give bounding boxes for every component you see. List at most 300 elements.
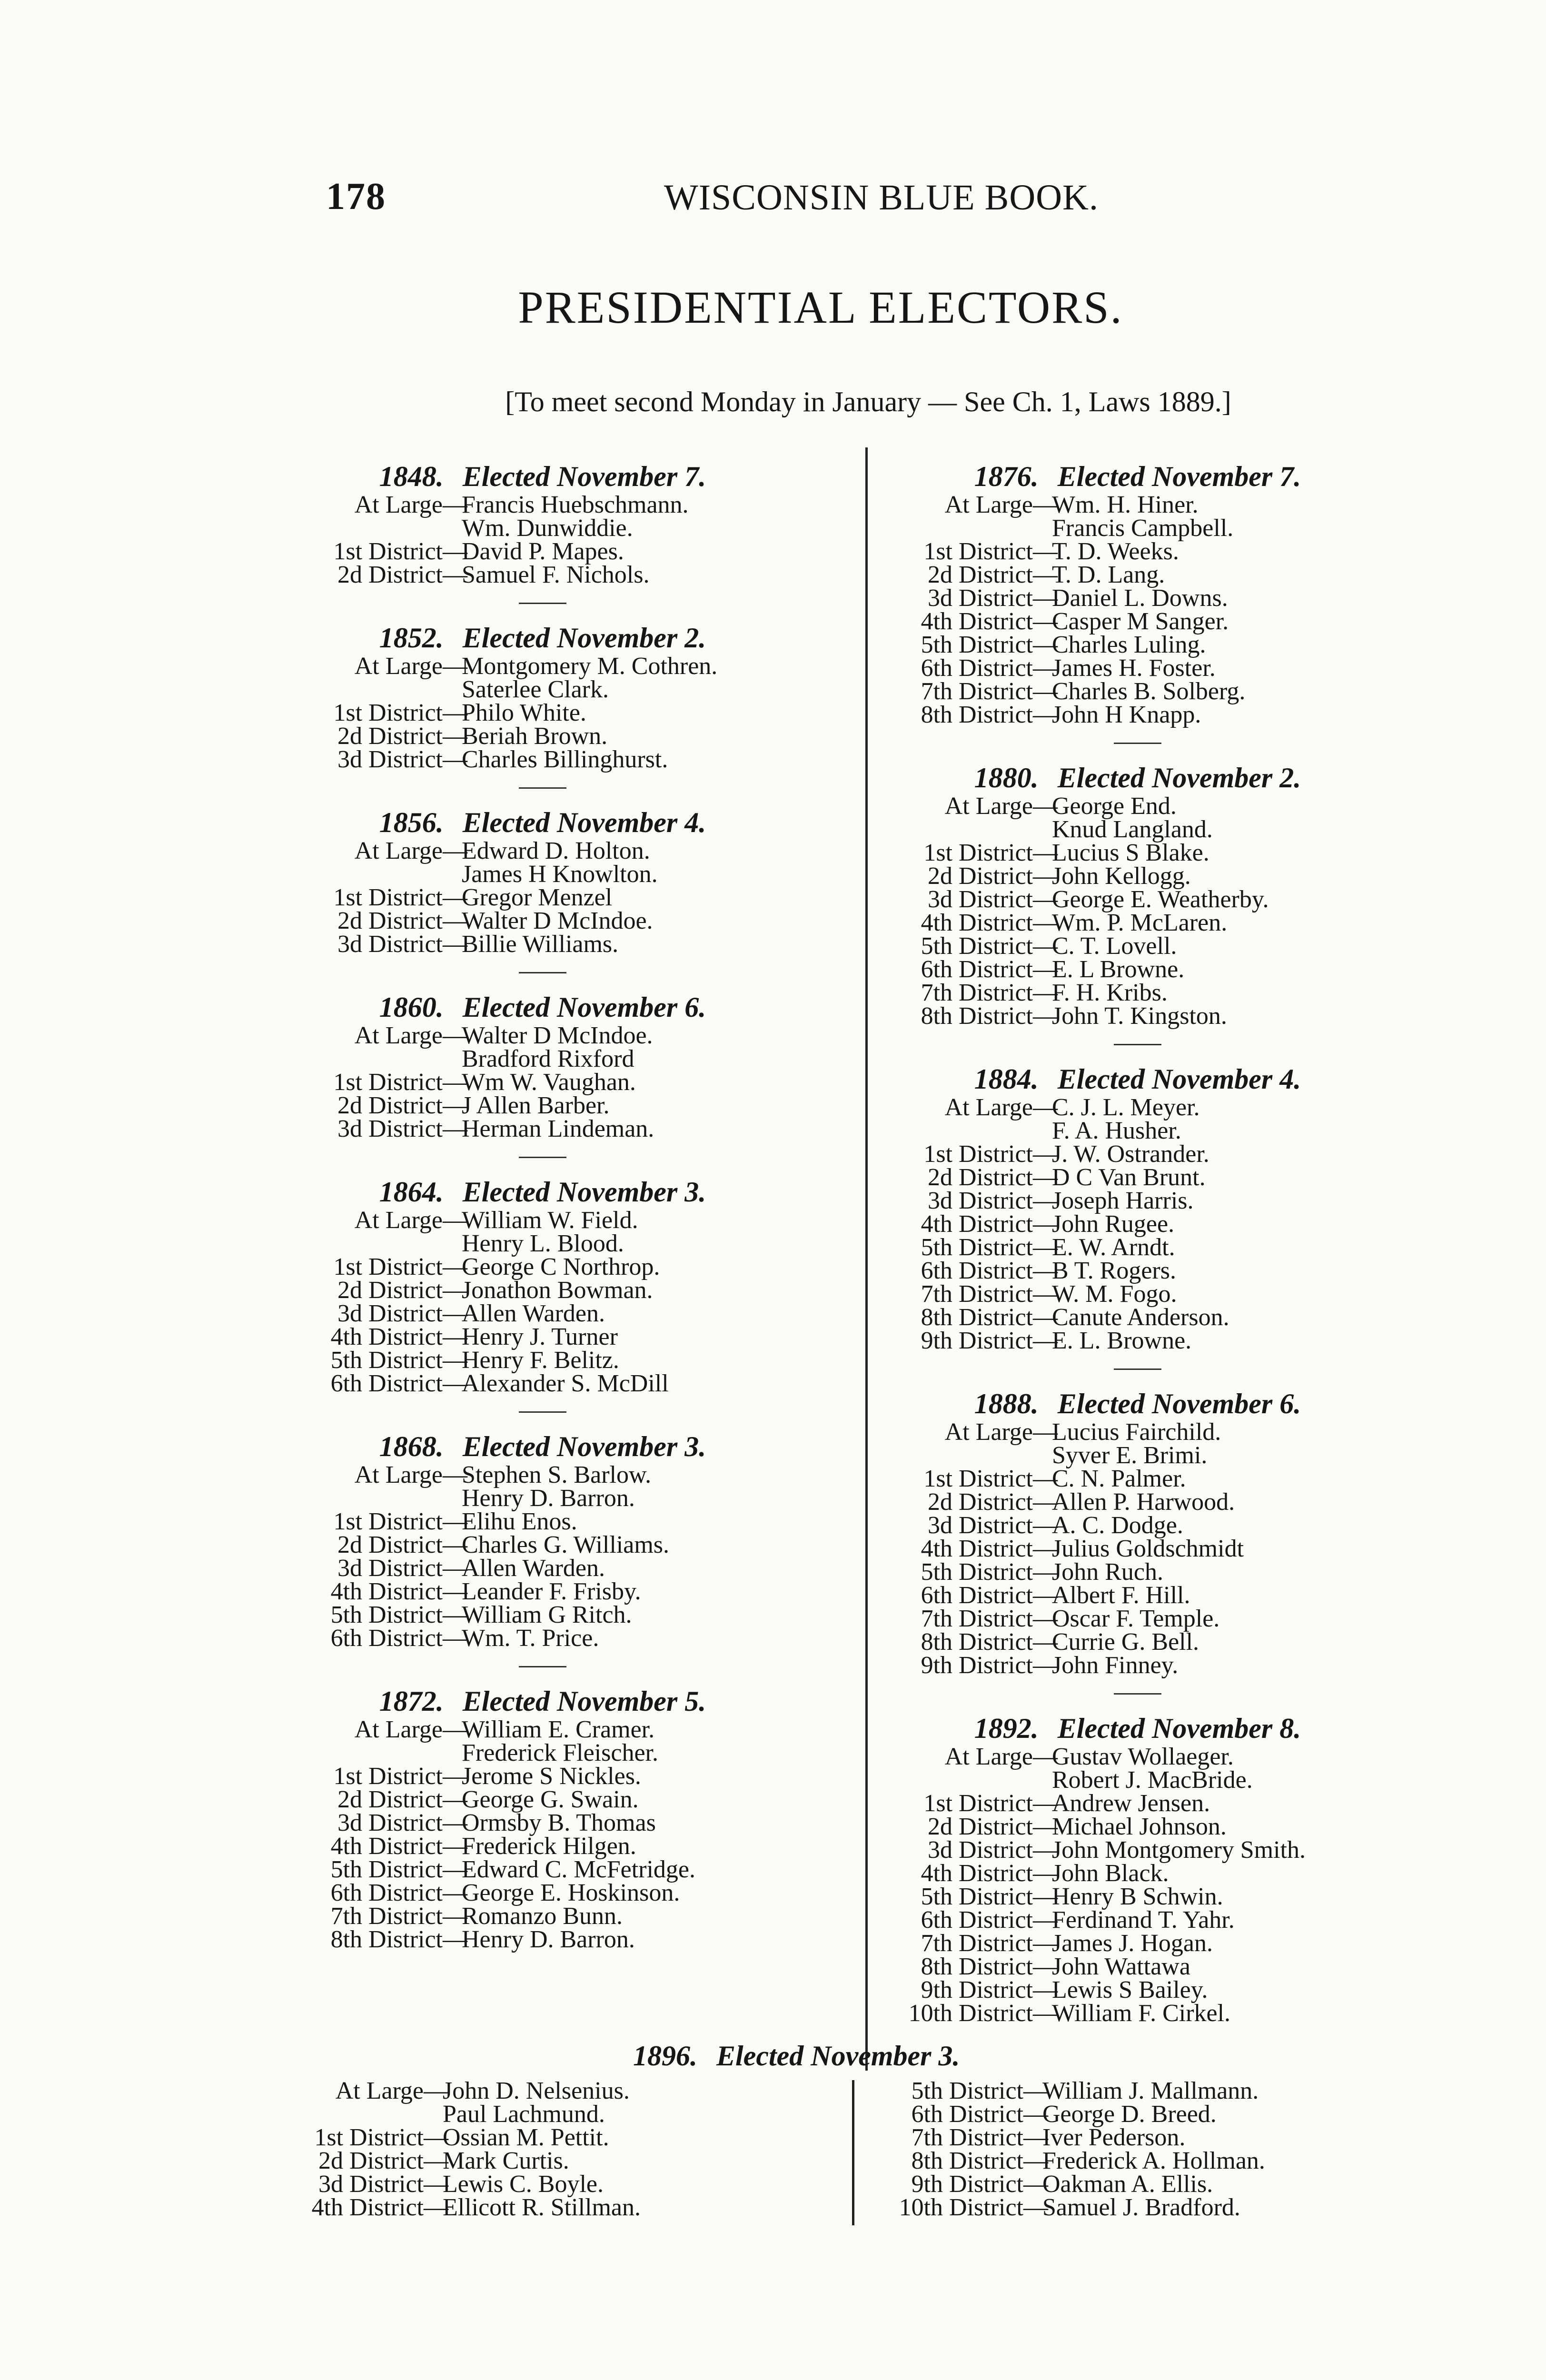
district-label: 1st District [333,699,443,726]
elector-row [876,1096,1399,1119]
elector-row [876,888,1399,911]
district-label: 4th District [921,608,1033,635]
elector-name: Frederick Fleischer. [462,1739,658,1766]
elector-name: Ferdinand T. Yahr. [1052,1906,1235,1934]
district-label: 3d District [337,1300,443,1327]
dash-separator: — [443,1347,467,1374]
elector-name: E. L. Browne. [1052,1327,1192,1354]
dash-separator: — [1033,1140,1058,1168]
elector-row [286,1024,800,1047]
elector-name: Herman Lindeman. [462,1115,654,1142]
district-label: 1st District [333,1069,443,1096]
dash-separator: — [1033,491,1058,518]
dash-separator: — [424,2077,448,2104]
dash-separator: — [443,1323,467,1350]
elector-name: John Black. [1052,1860,1169,1887]
elector-row [286,540,800,563]
elector-row [286,1603,800,1626]
elector-row [876,1630,1399,1654]
district-label [286,863,443,886]
elector-name: Joseph Harris. [1052,1187,1194,1214]
district-label [286,1047,443,1071]
dash-separator: — [443,723,467,750]
running-title: WISCONSIN BLUE BOOK. [664,178,1099,218]
section-elected: Elected November 3. [462,1176,706,1208]
elector-name: Syver E. Brimi. [1052,1442,1208,1469]
dash-separator: — [1033,1976,1058,2003]
elector-name: Wm. P. McLaren. [1052,909,1228,936]
district-label: 4th District [330,1833,443,1860]
elector-row [286,1209,800,1232]
elector-row [866,2172,1390,2196]
district-label: 7th District [330,1903,443,1930]
elector-name: Knud Langland. [1052,816,1213,843]
elector-row [876,1119,1399,1142]
district-label [286,1487,443,1510]
district-label: 2d District [928,1813,1033,1840]
district-label: 8th District [330,1926,443,1953]
district-label: 6th District [330,1625,443,1652]
section-elected: Elected November 3. [716,2040,960,2072]
elector-row [286,563,800,586]
district-label: 6th District [330,1370,443,1397]
dash-separator: — [1023,2171,1048,2198]
district-label: At Large [354,1716,443,1743]
elector-name: Robert J. MacBride. [1052,1766,1253,1794]
district-label: 2d District [337,561,443,588]
district-label: At Large [354,1207,443,1234]
page-subtitle: [To meet second Monday in January — See Ch. 1, Laws 1889.] [505,386,1231,417]
dash-separator: — [443,1115,467,1142]
district-label: 10th District [899,2194,1023,2221]
elector-name: William F. Cirkel. [1052,2000,1231,2027]
section-heading [286,991,800,1024]
elector-row [876,1490,1399,1514]
elector-row [286,1349,800,1372]
elector-name: Frederick A. Hollman. [1042,2147,1265,2174]
district-label: 9th District [921,1327,1033,1354]
elector-row [286,1325,800,1349]
elector-name: E. L Browne. [1052,956,1185,983]
dash-separator [443,678,462,701]
elector-row [286,701,800,724]
elector-row [876,1584,1399,1607]
district-label: 2d District [337,1277,443,1304]
elector-name: Lucius Fairchild. [1052,1418,1221,1446]
section-year: 1868. [379,1431,444,1462]
elector-row [286,1718,800,1741]
dash-separator: — [443,653,467,680]
district-label: 9th District [911,2171,1023,2198]
section-elected: Elected November 6. [1057,1388,1301,1419]
district-label: 6th District [921,1257,1033,1284]
elector-row [876,680,1399,703]
elector-name: Francis Huebschmann. [462,491,689,518]
elector-row [876,1004,1399,1028]
dash-separator: — [443,1903,467,1930]
district-label: 10th District [908,2000,1033,2027]
district-label: 2d District [337,1786,443,1813]
elector-row [286,1279,800,1302]
elector-name: Alexander S. McDill [462,1370,669,1397]
district-label: 3d District [928,585,1033,612]
district-label [286,1232,443,1255]
elector-row [876,841,1399,864]
elector-name: Walter D McIndoe. [462,1022,653,1049]
section-rule [519,603,566,604]
elector-name: Daniel L. Downs. [1052,585,1228,612]
elector-name: Mark Curtis. [443,2147,569,2174]
elector-name: Allen Warden. [462,1555,605,1582]
district-label: 1st District [923,1465,1033,1492]
district-label: 4th District [330,1578,443,1605]
dash-separator: — [443,746,467,773]
elector-name: John Ruch. [1052,1558,1163,1586]
elector-row [876,1607,1399,1630]
elector-row [876,1537,1399,1560]
district-label: 2d District [337,723,443,750]
section-heading [286,806,800,839]
page-number: 178 [326,176,386,218]
dash-separator: — [1033,2000,1058,2027]
district-label: 2d District [928,863,1033,890]
dash-separator: — [1033,1930,1058,1957]
elector-name: John Montgomery Smith. [1052,1836,1306,1864]
section-rule [1114,1044,1161,1045]
elector-name: Allen P. Harwood. [1052,1488,1235,1516]
dash-separator: — [443,1926,467,1953]
dash-separator: — [1033,1465,1058,1492]
elector-name: George G. Swain. [462,1786,639,1813]
elector-name: Henry J. Turner [462,1323,618,1350]
district-label: At Large [335,2077,424,2104]
district-label: 5th District [921,932,1033,960]
dash-separator: — [443,1763,467,1790]
district-label [286,516,443,540]
elector-name: W. M. Fogo. [1052,1280,1177,1308]
district-label: 2d District [928,561,1033,588]
elector-row [876,540,1399,563]
elector-row [876,1768,1399,1792]
section-rule [519,1666,566,1667]
section-year: 1872. [379,1686,444,1717]
dash-separator [443,863,462,886]
elector-name: Charles B. Solberg. [1052,678,1246,705]
section-year: 1896. [633,2040,697,2072]
elector-row [286,1626,800,1650]
district-label: 3d District [337,746,443,773]
elector-name: Lucius S Blake. [1052,839,1209,866]
dash-separator [443,1741,462,1765]
elector-row [876,1142,1399,1166]
dash-separator: — [1033,654,1058,682]
section-year: 1884. [974,1063,1039,1095]
elector-name: James J. Hogan. [1052,1930,1213,1957]
section-heading [286,460,800,493]
elector-name: Walter D McIndoe. [462,907,653,934]
district-label [876,1768,1033,1792]
elector-row [267,2149,790,2172]
dash-separator: — [1033,839,1058,866]
dash-separator: — [443,1786,467,1813]
district-label: 3d District [337,1115,443,1142]
elector-row [866,2126,1390,2149]
elector-name: Beriah Brown. [462,723,608,750]
elector-name: Bradford Rixford [462,1045,634,1072]
dash-separator: — [1033,1164,1058,1191]
section-heading [876,1712,1399,1745]
section-elected: Elected November 2. [1057,762,1301,793]
dash-separator: — [424,2147,448,2174]
elector-name: Casper M Sanger. [1052,608,1229,635]
dash-separator: — [1033,1327,1058,1354]
dash-separator: — [1033,932,1058,960]
elector-row [286,1788,800,1811]
elector-row [876,1467,1399,1490]
column-divider [865,447,868,2071]
elector-row [267,2079,790,2102]
dash-separator: — [1033,863,1058,890]
dash-separator: — [1033,1488,1058,1516]
elector-name: Ossian M. Pettit. [443,2124,609,2151]
elector-name: Ormsby B. Thomas [462,1809,656,1836]
elector-row [267,2126,790,2149]
dash-separator: — [1033,1234,1058,1261]
elector-row [866,2196,1390,2219]
dash-separator: — [1033,1418,1058,1446]
elector-row [876,1885,1399,1908]
district-label: 4th District [921,1535,1033,1562]
elector-name: Wm. T. Price. [462,1625,599,1652]
elector-row [876,1838,1399,1862]
elector-row [286,1928,800,1951]
section-heading [286,621,800,654]
elector-row [876,1654,1399,1677]
dash-separator: — [424,2171,448,2198]
district-label: At Large [944,793,1033,820]
elector-name: F. A. Husher. [1052,1117,1181,1144]
dash-separator: — [1033,585,1058,612]
elector-name: Jonathon Bowman. [462,1277,653,1304]
district-label: 2d District [337,1092,443,1119]
dash-separator: — [1033,561,1058,588]
district-label: 3d District [928,886,1033,913]
district-label: 7th District [911,2124,1023,2151]
district-label: 7th District [921,1930,1033,1957]
district-label: 5th District [921,631,1033,658]
elector-row [876,1259,1399,1282]
district-label: At Large [354,1022,443,1049]
dash-separator [443,1232,462,1255]
elector-row [876,1978,1399,2002]
elector-name: C. N. Palmer. [1052,1465,1186,1492]
elector-row [286,839,800,863]
dash-separator [424,2102,443,2126]
elector-name: Wm. H. Hiner. [1052,491,1199,518]
section-year: 1880. [974,762,1039,793]
elector-row [876,1908,1399,1932]
dash-separator: — [443,1092,467,1119]
dash-separator: — [443,491,467,518]
elector-row [286,1232,800,1255]
section-heading [286,1430,800,1463]
district-label: 1st District [314,2124,424,2151]
elector-row [876,516,1399,540]
elector-name: George End. [1052,793,1177,820]
section-year: 1848. [379,461,444,492]
district-label: 8th District [921,701,1033,728]
elector-row [286,1741,800,1765]
district-label [286,1741,443,1765]
elector-name: Charles Luling. [1052,631,1206,658]
dash-separator: — [443,1370,467,1397]
elector-row [286,1904,800,1928]
elector-row [286,1557,800,1580]
elector-row [876,656,1399,680]
elector-name: A. C. Dodge. [1052,1512,1183,1539]
section-rule [519,1157,566,1158]
district-label: 8th District [921,1628,1033,1656]
district-label: 2d District [318,2147,424,2174]
dash-separator: — [1033,1883,1058,1910]
elector-row [876,934,1399,958]
district-label: 5th District [330,1347,443,1374]
elector-name: Ellicott R. Stillman. [443,2194,641,2221]
elector-name: John Kellogg. [1052,863,1191,890]
district-label: 7th District [921,678,1033,705]
district-label: At Large [354,837,443,864]
district-label: 7th District [921,1280,1033,1308]
district-label [876,818,1033,841]
section-elected: Elected November 4. [462,807,706,838]
elector-row [876,563,1399,586]
elector-row [866,2102,1390,2126]
dash-separator: — [1033,1790,1058,1817]
left-column [286,443,800,1951]
section-year: 1876. [974,461,1039,492]
elector-row [876,1560,1399,1584]
elector-row [286,1858,800,1881]
dash-separator: — [1033,793,1058,820]
elector-row [286,493,800,516]
dash-separator: — [1033,701,1058,728]
elector-name: C. J. L. Meyer. [1052,1094,1200,1121]
section-elected: Elected November 7. [1057,461,1301,492]
district-label: 4th District [311,2194,424,2221]
dash-separator: — [1033,979,1058,1006]
elector-name: William G Ritch. [462,1601,632,1628]
elector-name: Iver Pederson. [1042,2124,1186,2151]
elector-name: Michael Johnson. [1052,1813,1227,1840]
section-1896-left [267,2079,790,2219]
dash-separator: — [443,1601,467,1628]
district-label: 6th District [330,1879,443,1906]
elector-name: Montgomery M. Cothren. [462,653,718,680]
district-label: At Large [944,491,1033,518]
elector-name: William J. Mallmann. [1042,2077,1259,2104]
elector-name: Wm W. Vaughan. [462,1069,636,1096]
section-rule [519,972,566,973]
section-rule [519,787,566,789]
district-label: 5th District [911,2077,1023,2104]
district-label: 1st District [333,884,443,911]
district-label: 4th District [330,1323,443,1350]
dash-separator: — [1033,1628,1058,1656]
elector-name: Henry D. Barron. [462,1485,635,1512]
district-label: 6th District [921,1906,1033,1934]
elector-name: J Allen Barber. [462,1092,610,1119]
dash-separator: — [443,538,467,565]
district-label [876,516,1033,540]
elector-name: John Finney. [1052,1652,1179,1679]
elector-name: Leander F. Frisby. [462,1578,641,1605]
dash-separator: — [424,2124,448,2151]
section-elected: Elected November 6. [462,992,706,1023]
dash-separator: — [443,1207,467,1234]
dash-separator [443,1047,462,1071]
elector-row [286,1533,800,1557]
elector-name: Allen Warden. [462,1300,605,1327]
elector-name: Paul Lachmund. [443,2101,605,2128]
section-elected: Elected November 4. [1057,1063,1301,1095]
elector-row [876,818,1399,841]
elector-name: E. W. Arndt. [1052,1234,1175,1261]
elector-row [286,1463,800,1487]
dash-separator: — [443,837,467,864]
section-year: 1892. [974,1713,1039,1744]
elector-row [866,2149,1390,2172]
district-label: 4th District [921,909,1033,936]
dash-separator: — [1033,631,1058,658]
district-label [286,678,443,701]
elector-row [876,1815,1399,1838]
elector-name: Gregor Menzel [462,884,613,911]
elector-row [267,2102,790,2126]
district-label: 1st District [923,839,1033,866]
elector-name: C. T. Lovell. [1052,932,1177,960]
district-label: 6th District [921,956,1033,983]
elector-name: Edward C. McFetridge. [462,1856,696,1883]
elector-row [286,724,800,748]
section-elected: Elected November 7. [462,461,706,492]
elector-row [876,794,1399,818]
dash-separator: — [443,1625,467,1652]
dash-separator: — [1023,2194,1048,2221]
elector-row [876,1792,1399,1815]
dash-separator: — [1033,1558,1058,1586]
elector-row [286,1811,800,1835]
elector-row [286,1094,800,1117]
dash-separator [1033,516,1052,540]
elector-name: Lewis S Bailey. [1052,1976,1208,2003]
elector-row [876,1514,1399,1537]
elector-name: J. W. Ostrander. [1052,1140,1209,1168]
dash-separator: — [443,1833,467,1860]
elector-row [286,1117,800,1140]
elector-row [876,1932,1399,1955]
section-rule [1114,743,1161,744]
elector-name: Henry F. Belitz. [462,1347,619,1374]
district-label: 4th District [921,1210,1033,1238]
dash-separator: — [1033,608,1058,635]
section-year: 1852. [379,622,444,654]
elector-row [286,678,800,701]
dash-separator: — [443,699,467,726]
district-label: 1st District [333,538,443,565]
elector-name: Henry B Schwin. [1052,1883,1223,1910]
elector-name: Oakman A. Ellis. [1042,2171,1213,2198]
section-heading [876,460,1399,493]
